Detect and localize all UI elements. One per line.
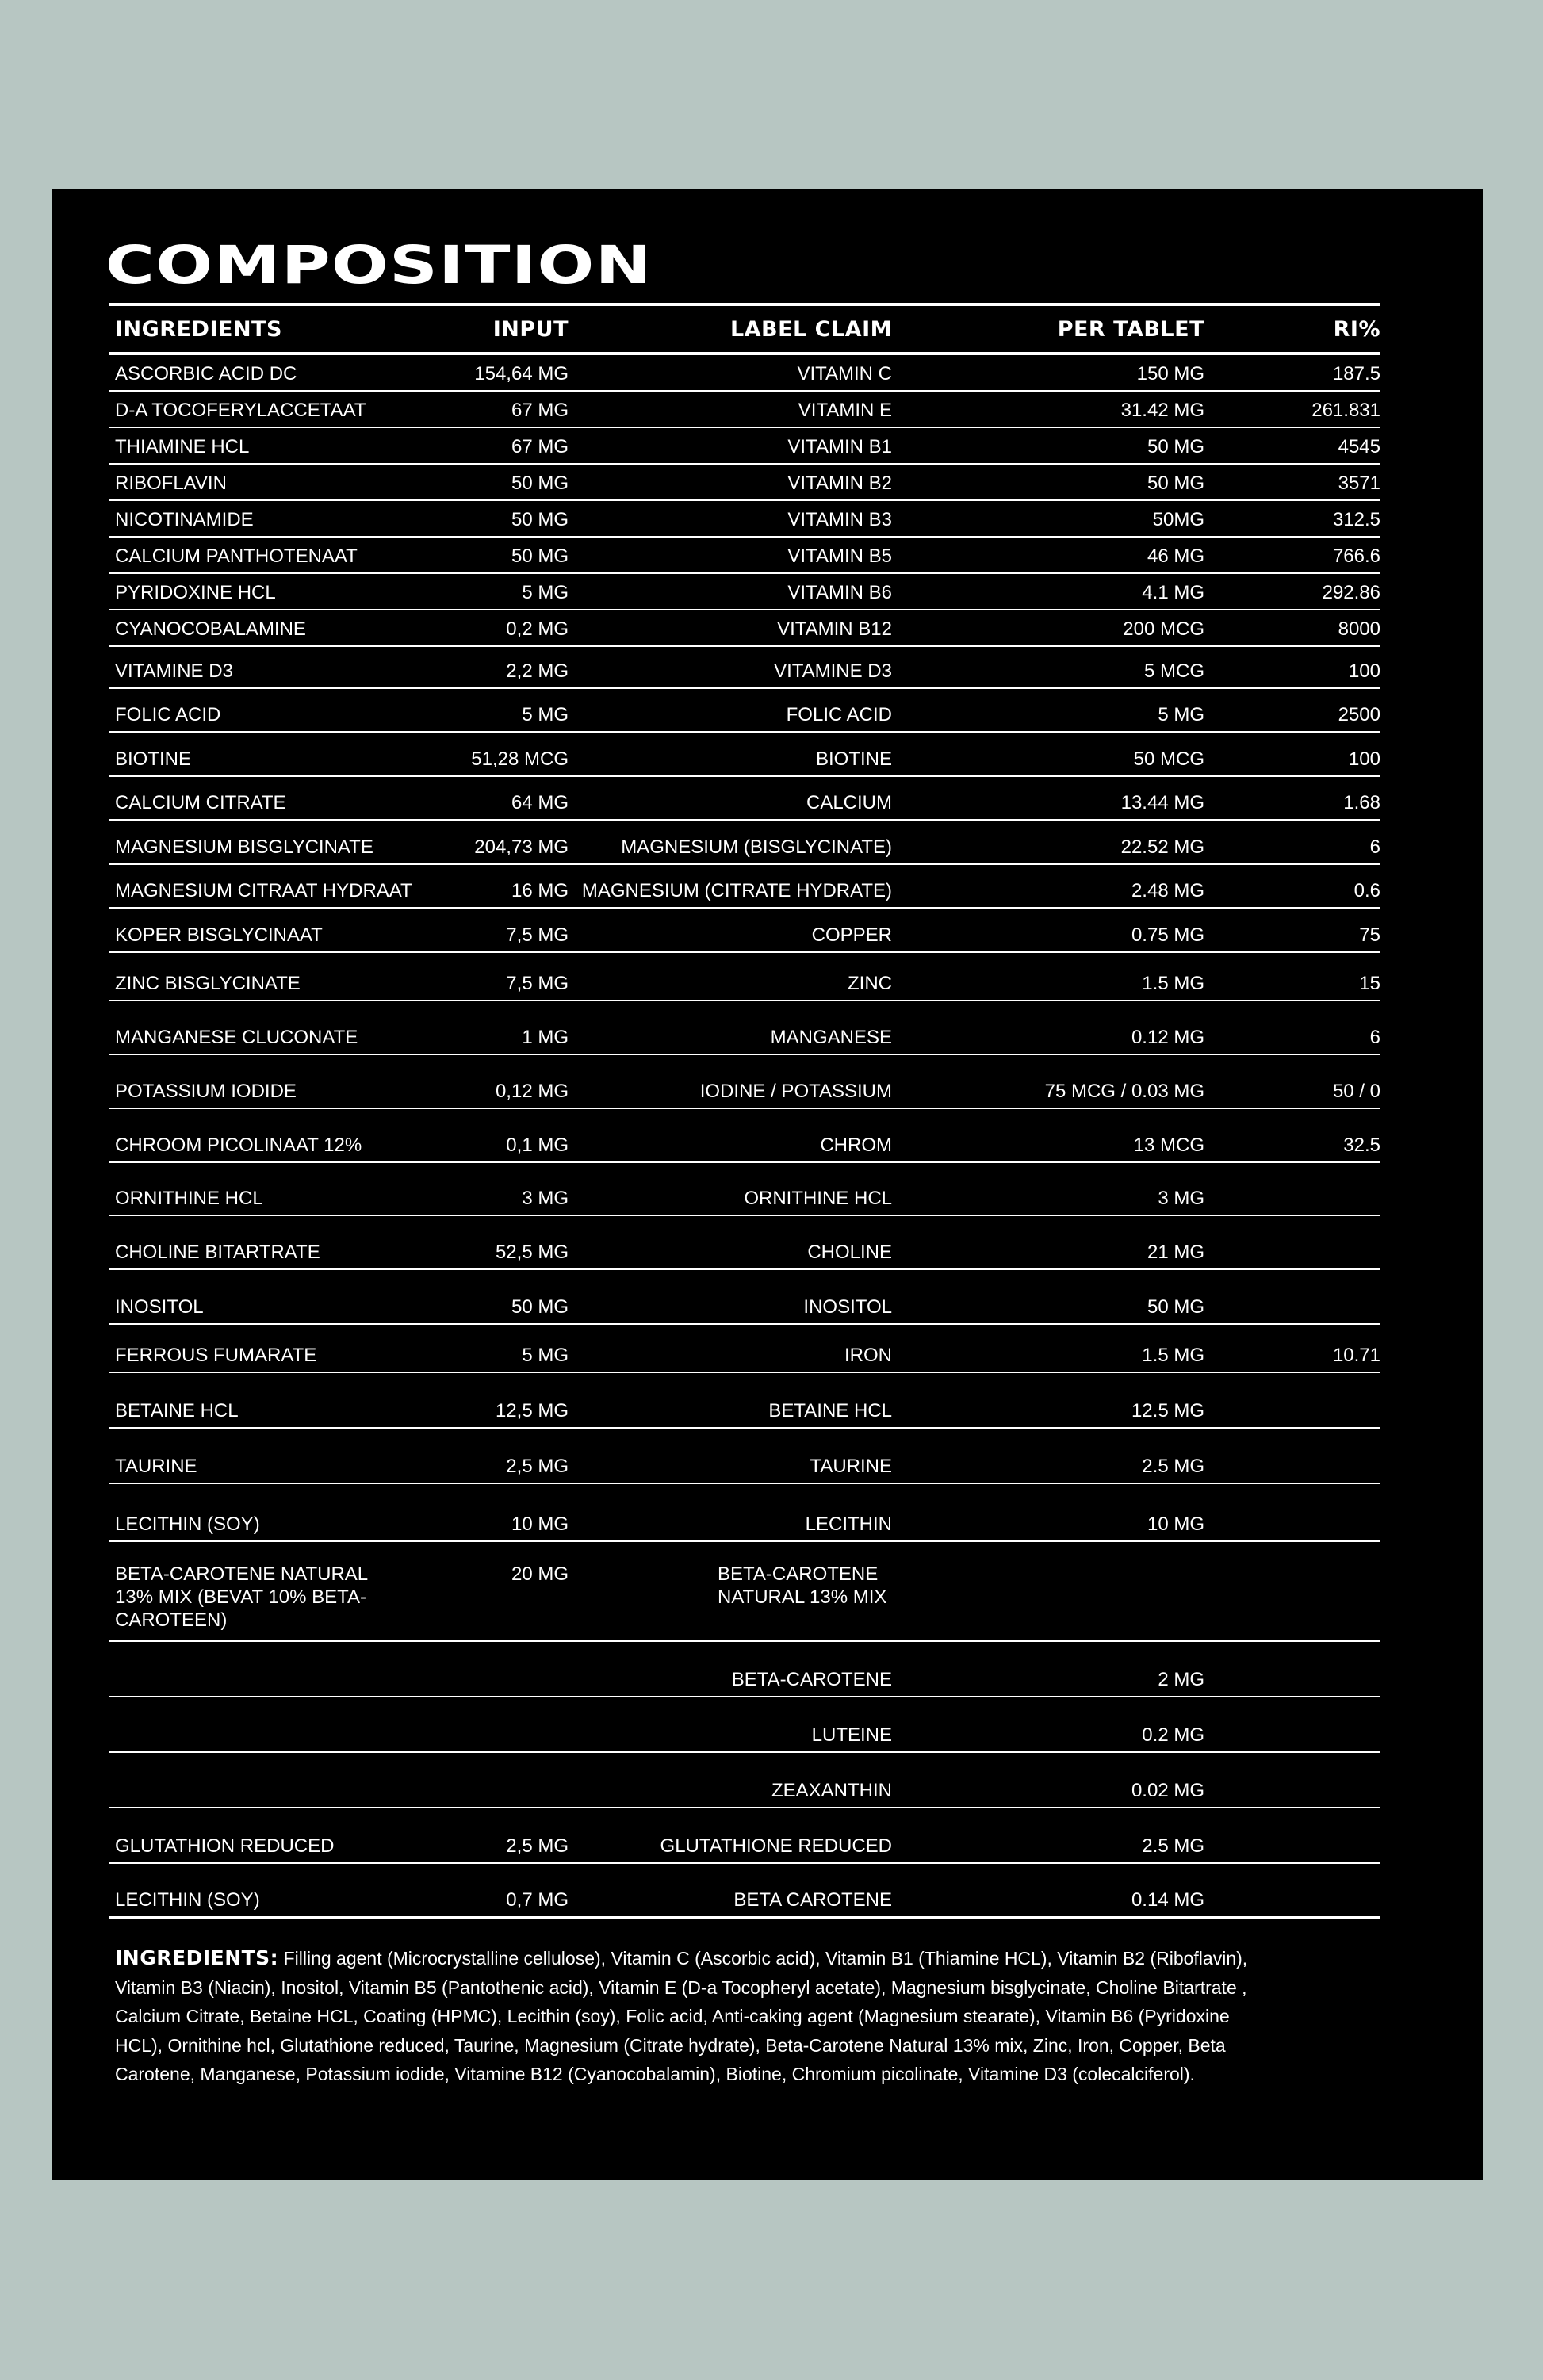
- row-ingredient: GLUTATHION REDUCED: [115, 1835, 335, 1857]
- row-input: [410, 1691, 569, 1696]
- row-input: 12,5 MG: [495, 1400, 569, 1421]
- table-row: [109, 1373, 1380, 1429]
- row-input: 0,1 MG: [506, 1135, 569, 1156]
- row-ingredient: MAGNESIUM BISGLYCINATE: [115, 836, 373, 858]
- row-input: 5 MG: [522, 704, 569, 725]
- row-ingredient: PYRIDOXINE HCL: [115, 582, 276, 603]
- row-label-claim: BETA-CAROTENE NATURAL 13% MIX: [718, 1563, 887, 1608]
- row-ri: [1204, 1691, 1380, 1696]
- row-input: 7,5 MG: [506, 973, 569, 994]
- row-label-claim: VITAMIN E: [798, 400, 892, 421]
- row-ingredient: POTASSIUM IODIDE: [115, 1081, 297, 1102]
- row-per-tablet: 50 MCG: [1133, 748, 1204, 770]
- row-ingredient: LECITHIN (SOY): [115, 1889, 260, 1911]
- table-row: [109, 1055, 1380, 1109]
- row-input: 5 MG: [522, 1345, 569, 1366]
- row-input: 7,5 MG: [506, 924, 569, 946]
- row-label-claim: VITAMIN B6: [787, 582, 892, 603]
- row-input: 154,64 MG: [474, 363, 569, 385]
- table-row: [109, 1808, 1380, 1864]
- row-ri: 292.86: [1322, 582, 1380, 603]
- row-per-tablet: 2 MG: [1158, 1669, 1204, 1690]
- row-input: [410, 1802, 569, 1807]
- table-row: [109, 465, 1380, 501]
- row-input: [410, 1747, 569, 1751]
- row-input: 52,5 MG: [495, 1242, 569, 1263]
- row-ri: 32.5: [1343, 1135, 1380, 1156]
- row-ingredient: MAGNESIUM CITRAAT HYDRAAT: [115, 880, 412, 901]
- row-input: 64 MG: [511, 792, 569, 813]
- row-ri: 187.5: [1332, 363, 1380, 385]
- table-row: [109, 428, 1380, 465]
- composition-panel: [52, 189, 1483, 2180]
- row-label-claim: BETA CAROTENE: [733, 1889, 892, 1911]
- row-input: 51,28 MCG: [471, 748, 569, 770]
- header-ingredients: INGREDIENTS: [115, 316, 282, 342]
- row-per-tablet: 2.5 MG: [1142, 1456, 1204, 1477]
- row-ri: 6: [1369, 1027, 1380, 1048]
- table-row: [109, 574, 1380, 610]
- row-label-claim: VITAMIN B2: [787, 473, 892, 494]
- table-row: [109, 1542, 1380, 1642]
- row-label-claim: COPPER: [811, 924, 892, 946]
- row-label-claim: BIOTINE: [815, 748, 892, 770]
- row-per-tablet: 75 MCG / 0.03 MG: [1044, 1081, 1204, 1102]
- table-row: [109, 865, 1380, 909]
- row-per-tablet: 0.12 MG: [1131, 1027, 1204, 1048]
- row-ri: 4545: [1338, 436, 1380, 457]
- row-label-claim: MAGNESIUM (CITRATE HYDRATE): [581, 880, 892, 901]
- row-ingredient: LECITHIN (SOY): [115, 1513, 260, 1535]
- row-ri: 312.5: [1332, 509, 1380, 530]
- row-label-claim: MANGANESE: [770, 1027, 892, 1048]
- row-ingredient: FOLIC ACID: [115, 704, 221, 725]
- row-ri: 2500: [1338, 704, 1380, 725]
- table-row: [109, 777, 1380, 821]
- row-per-tablet: 1.5 MG: [1142, 1345, 1204, 1366]
- row-per-tablet: 0.14 MG: [1131, 1889, 1204, 1911]
- row-label-claim: CHOLINE: [807, 1242, 892, 1263]
- row-label-claim: IRON: [844, 1345, 892, 1366]
- row-input: 10 MG: [511, 1513, 569, 1535]
- row-label-claim: INOSITOL: [803, 1296, 892, 1318]
- row-input: 20 MG: [511, 1563, 569, 1585]
- table-row: [109, 1642, 1380, 1697]
- row-ri: 0.6: [1353, 880, 1380, 901]
- row-per-tablet: 10 MG: [1147, 1513, 1204, 1535]
- table-row: [109, 501, 1380, 538]
- row-per-tablet: 13.44 MG: [1120, 792, 1204, 813]
- row-ingredient: CALCIUM CITRATE: [115, 792, 286, 813]
- row-label-claim: VITAMIN B3: [787, 509, 892, 530]
- row-per-tablet: 2.5 MG: [1142, 1835, 1204, 1857]
- row-ri: [1204, 1542, 1380, 1563]
- table-row: [109, 1697, 1380, 1753]
- row-label-claim: MAGNESIUM (BISGLYCINATE): [621, 836, 892, 858]
- header-input: INPUT: [492, 316, 569, 342]
- row-ri: 10.71: [1332, 1345, 1380, 1366]
- row-ri: 100: [1348, 660, 1380, 682]
- table-row: [109, 733, 1380, 777]
- row-per-tablet: 0.75 MG: [1131, 924, 1204, 946]
- table-row: [109, 909, 1380, 953]
- row-ingredient: CHOLINE BITARTRATE: [115, 1242, 320, 1263]
- row-label-claim: ORNITHINE HCL: [744, 1188, 892, 1209]
- table-row: [109, 1484, 1380, 1542]
- row-per-tablet: 5 MG: [1158, 704, 1204, 725]
- header-per-tablet: PER TABLET: [1057, 316, 1204, 342]
- row-per-tablet: 200 MCG: [1123, 618, 1204, 640]
- row-per-tablet: 46 MG: [1147, 545, 1204, 567]
- row-input: 1 MG: [522, 1027, 569, 1048]
- row-ri: [1204, 1478, 1380, 1483]
- ingredients-statement: [115, 1944, 1257, 2089]
- row-ingredient: [109, 1802, 410, 1807]
- row-per-tablet: 4.1 MG: [1142, 582, 1204, 603]
- row-label-claim: VITAMIN B12: [777, 618, 892, 640]
- row-label-claim: LUTEINE: [811, 1724, 892, 1746]
- row-per-tablet: 12.5 MG: [1131, 1400, 1204, 1421]
- row-ri: 15: [1359, 973, 1380, 994]
- row-ingredient: THIAMINE HCL: [115, 436, 250, 457]
- row-ingredient: ZINC BISGLYCINATE: [115, 973, 301, 994]
- row-per-tablet: 50 MG: [1147, 1296, 1204, 1318]
- row-label-claim: BETAINE HCL: [768, 1400, 892, 1421]
- row-input: 16 MG: [511, 880, 569, 901]
- row-label-claim: VITAMINE D3: [774, 660, 892, 682]
- row-ingredient: NICOTINAMIDE: [115, 509, 254, 530]
- row-ingredient: BETAINE HCL: [115, 1400, 239, 1421]
- row-input: 0,7 MG: [506, 1889, 569, 1911]
- table-row: [109, 1325, 1380, 1373]
- row-input: 2,2 MG: [506, 660, 569, 682]
- row-per-tablet: 150 MG: [1136, 363, 1204, 385]
- table-row: [109, 647, 1380, 689]
- row-ingredient: ORNITHINE HCL: [115, 1188, 263, 1209]
- row-per-tablet: 22.52 MG: [1120, 836, 1204, 858]
- row-ri: 3571: [1338, 473, 1380, 494]
- row-per-tablet: 13 MCG: [1133, 1135, 1204, 1156]
- row-label-claim: VITAMIN B5: [787, 545, 892, 567]
- row-label-claim: BETA-CAROTENE: [731, 1669, 892, 1690]
- row-ri: 261.831: [1311, 400, 1380, 421]
- row-input: 0,2 MG: [506, 618, 569, 640]
- row-per-tablet: 5 MCG: [1143, 660, 1204, 682]
- table-row: [109, 392, 1380, 428]
- table-row: [109, 1753, 1380, 1808]
- table-row: [109, 355, 1380, 392]
- row-input: 5 MG: [522, 582, 569, 603]
- row-input: 2,5 MG: [506, 1835, 569, 1857]
- row-ingredient: BIOTINE: [115, 748, 192, 770]
- row-label-claim: FOLIC ACID: [786, 704, 892, 725]
- row-ri: [1204, 1911, 1380, 1916]
- row-ri: 8000: [1338, 618, 1380, 640]
- row-label-claim: VITAMIN C: [797, 363, 892, 385]
- row-label-claim: ZEAXANTHIN: [771, 1780, 892, 1801]
- row-input: 3 MG: [522, 1188, 569, 1209]
- row-per-tablet: 50MG: [1152, 509, 1204, 530]
- table-row: [109, 1001, 1380, 1055]
- row-ingredient: ASCORBIC ACID DC: [115, 363, 297, 385]
- row-label-claim: TAURINE: [810, 1456, 892, 1477]
- row-per-tablet: 50 MG: [1147, 473, 1204, 494]
- table-row: [109, 1163, 1380, 1216]
- row-per-tablet: 31.42 MG: [1120, 400, 1204, 421]
- table-row: [109, 610, 1380, 647]
- row-input: 0,12 MG: [495, 1081, 569, 1102]
- row-ri: [1204, 1536, 1380, 1540]
- table-row: [109, 689, 1380, 733]
- table-row: [109, 1270, 1380, 1325]
- row-input: 50 MG: [511, 1296, 569, 1318]
- row-ri: [1204, 1422, 1380, 1427]
- row-ingredient: KOPER BISGLYCINAAT: [115, 924, 323, 946]
- row-label-claim: LECITHIN: [805, 1513, 892, 1535]
- row-ri: 100: [1348, 748, 1380, 770]
- row-per-tablet: 0.2 MG: [1142, 1724, 1204, 1746]
- row-ingredient: [109, 1747, 410, 1751]
- row-label-claim: CALCIUM: [806, 792, 892, 813]
- row-ri: 75: [1359, 924, 1380, 946]
- row-per-tablet: 50 MG: [1147, 436, 1204, 457]
- row-per-tablet: [892, 1542, 1204, 1563]
- row-per-tablet: 0.02 MG: [1131, 1780, 1204, 1801]
- composition-table: [109, 303, 1380, 1919]
- header-label-claim: LABEL CLAIM: [729, 316, 892, 342]
- table-row: [109, 538, 1380, 574]
- row-ri: [1204, 1210, 1380, 1215]
- row-ingredient: CHROOM PICOLINAAT 12%: [115, 1135, 362, 1156]
- row-input: 2,5 MG: [506, 1456, 569, 1477]
- row-ingredient: MANGANESE CLUCONATE: [115, 1027, 358, 1048]
- row-ri: [1204, 1802, 1380, 1807]
- row-ingredient: INOSITOL: [115, 1296, 204, 1318]
- row-ingredient: CALCIUM PANTHOTENAAT: [115, 545, 358, 567]
- row-input: 67 MG: [511, 400, 569, 421]
- row-label-claim: CHROM: [820, 1135, 892, 1156]
- table-row: [109, 1429, 1380, 1484]
- row-per-tablet: 1.5 MG: [1142, 973, 1204, 994]
- table-header: [109, 306, 1380, 355]
- table-body: [109, 355, 1380, 1919]
- row-input: 67 MG: [511, 436, 569, 457]
- row-ri: [1204, 1264, 1380, 1268]
- table-row: [109, 1864, 1380, 1919]
- row-ri: [1204, 1858, 1380, 1862]
- row-label-claim: IODINE / POTASSIUM: [699, 1081, 892, 1102]
- table-row: [109, 1109, 1380, 1163]
- row-ri: 1.68: [1343, 792, 1380, 813]
- row-ingredient: TAURINE: [115, 1456, 197, 1477]
- row-ingredient: [109, 1691, 410, 1696]
- row-ingredient: BETA-CAROTENE NATURAL 13% MIX (BEVAT 10% BETA-CAROTEEN): [115, 1563, 368, 1631]
- row-input: 50 MG: [511, 545, 569, 567]
- row-per-tablet: 21 MG: [1147, 1242, 1204, 1263]
- row-ri: 6: [1369, 836, 1380, 858]
- row-label-claim: VITAMIN B1: [787, 436, 892, 457]
- row-ri: [1204, 1318, 1380, 1323]
- row-per-tablet: 3 MG: [1158, 1188, 1204, 1209]
- row-input: 204,73 MG: [474, 836, 569, 858]
- row-label-claim: GLUTATHIONE REDUCED: [660, 1835, 892, 1857]
- row-ingredient: VITAMINE D3: [115, 660, 233, 682]
- row-input: 50 MG: [511, 509, 569, 530]
- table-row: [109, 1216, 1380, 1270]
- table-row: [109, 953, 1380, 1001]
- ingredients-label: INGREDIENTS:: [115, 1946, 279, 1969]
- row-ingredient: RIBOFLAVIN: [115, 473, 227, 494]
- row-ingredient: D-A TOCOFERYLACCETAAT: [115, 400, 366, 421]
- row-ingredient: FERROUS FUMARATE: [115, 1345, 317, 1366]
- page-title: COMPOSITION: [105, 235, 653, 296]
- row-per-tablet: 2.48 MG: [1131, 880, 1204, 901]
- ingredients-text: Filling agent (Microcrystalline cellulose), Vitamin C (Ascorbic acid), Vitamin B1 (Thiamine HCL), Vitamin B2 (Riboflavin), Vitamin B3 (Niacin), Inositol, Vitamin B5 (Pantothenic acid), Vitamin E (D-a Tocopheryl acetate), Magnesium bisglycinate, Choline Bitartrate , Calcium Citrate, Betaine HCL, Coating (HPMC), Lecithin (soy), Folic acid, Anti-caking agent (Magnesium stearate), Vitamin B6 (Pyridoxine HCL), Ornithine hcl, Glutathione reduced, Taurine, Magnesium (Citrate hydrate), Beta-Carotene Natural 13% mix, Zinc, Iron, Copper, Beta Carotene, Manganese, Potassium iodide, Vitamine B12 (Cyanocobalamin), Biotine, Chromium picolinate, Vitamine D3 (colecalciferol).: [115, 1948, 1248, 2084]
- row-input: 50 MG: [511, 473, 569, 494]
- row-ri: 766.6: [1332, 545, 1380, 567]
- header-ri: RI%: [1333, 316, 1380, 342]
- table-row: [109, 821, 1380, 865]
- row-ri: [1204, 1747, 1380, 1751]
- row-ingredient: CYANOCOBALAMINE: [115, 618, 306, 640]
- row-label-claim: ZINC: [848, 973, 892, 994]
- row-ri: 50 / 0: [1332, 1081, 1380, 1102]
